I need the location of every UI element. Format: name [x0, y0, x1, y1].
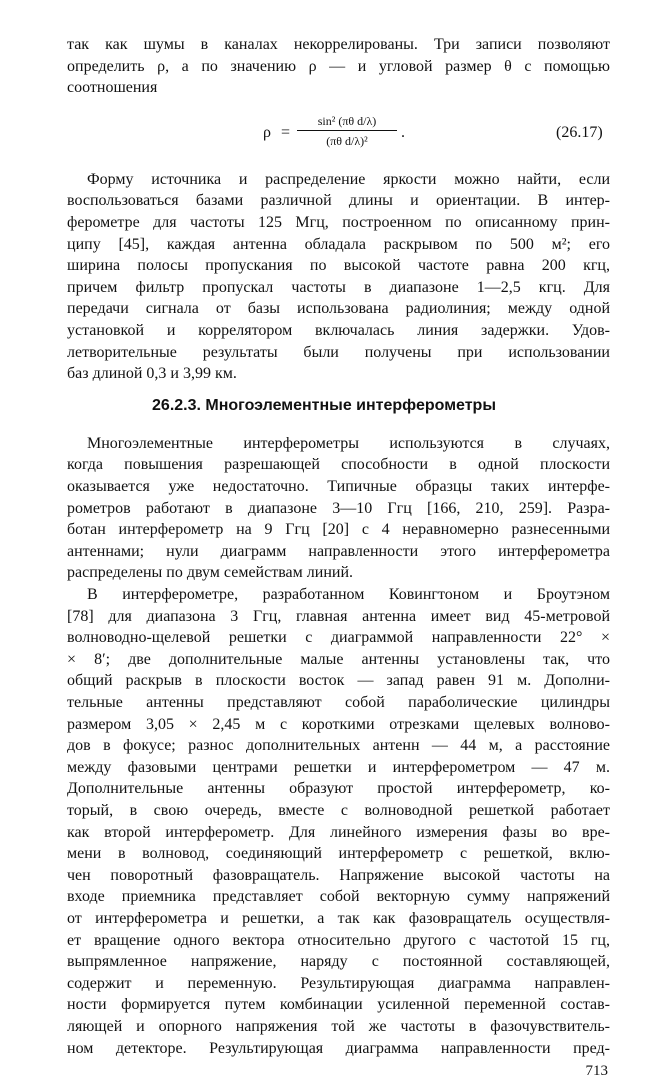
equation-denominator: (πθ d/λ)² — [326, 133, 368, 148]
text-line: ет вращение одного вектора относительно другого с частотой 15 гц, — [67, 931, 610, 949]
text-line: выпрямленное напряжение, наряду с постоянной составляющей, — [67, 953, 610, 971]
text-line: когда повышения разрешающей способности в одной плоскости — [67, 456, 610, 474]
text-line: оказывается уже недостаточно. Типичные образцы таких интерфе- — [67, 478, 610, 495]
equation-lhs: ρ — [263, 123, 271, 141]
text-line: ляющей и опорного напряжения той же частоты в фазочувствитель- — [67, 1018, 610, 1035]
fraction-bar — [297, 130, 397, 131]
text-line: дов в фокусе; разнос дополнительных антенн — 44 м, а расстояние — [67, 737, 610, 755]
text-line: летворительные результаты были получены при использовании — [67, 343, 610, 361]
text-line: торый, в свою очередь, вместе с волноводной решеткой работает — [67, 802, 610, 819]
text-line: × 8′; две дополнительные малые антенны установлены так, что — [67, 650, 610, 668]
equation-equals: = — [281, 123, 291, 141]
text-line: Многоэлементные интерферометры используются в случаях, — [87, 434, 610, 452]
section-heading: 26.2.3. Многоэлементные интерферометры — [152, 396, 496, 414]
text-line: [78] для диапазона 3 Ггц, главная антенна имеет вид 45-метровой — [67, 607, 610, 625]
page-number: 713 — [585, 1063, 608, 1080]
text-line: волноводно-щелевой решетки с диаграммой направленности 22° × — [67, 629, 610, 647]
text-line: Дополнительные антенны образуют простой интерферометр, ко- — [67, 780, 610, 798]
text-line: общий раскрыв в плоскости восток — запад равен 91 м. Дополни- — [67, 672, 610, 690]
text-line: воспользоваться базами различной длины и ориентации. В интер- — [67, 192, 610, 210]
text-line: определить ρ, а по значению ρ — и угловой размер θ с помощью — [67, 57, 610, 75]
equation-period: . — [401, 123, 405, 141]
text-span: Форму источника и распределение яркости можно найти, если — [87, 170, 610, 188]
text-line: как второй интерферометр. Для линейного измерения фазы во вре- — [67, 823, 610, 841]
text-line: передачи сигнала от базы использована радиолиния; между одной — [67, 300, 610, 318]
equation-fraction — [297, 113, 397, 149]
text-line: между фазовыми центрами решетки и интерферометром — 47 м. — [67, 758, 610, 776]
text-line: антеннами; нули диаграмм направленности этого интерферометра — [67, 542, 610, 560]
text-line: размером 3,05 × 2,45 м с короткими отрезками щелевых волново- — [67, 715, 610, 733]
text-line: мени в волновод, соединяющий интерферометр с решеткой, вклю- — [67, 845, 610, 863]
text-line: рометров работают в диапазоне 3—10 Ггц [166, 210, 259]. Разра- — [67, 499, 610, 517]
text-line: соотношения — [67, 79, 158, 97]
text-line: чен поворотный фазовращатель. Напряжение высокой частоты на — [67, 866, 610, 884]
text-line: тельные антенны представляют собой параболические цилиндры — [67, 694, 610, 711]
text-line: баз длиной 0,3 и 3,99 км. — [67, 365, 237, 383]
equation-number: (26.17) — [556, 123, 603, 141]
text-line: входе приемника представляет собой векторную сумму напряжений — [67, 888, 610, 906]
text-line: В интерферометре, разработанном Ковингтоном и Броутэном — [87, 586, 610, 603]
text-line — [87, 169, 610, 191]
text-line: распределены по двум семействам линий. — [67, 564, 354, 582]
text-line: содержит и переменную. Результирующая диаграмма направлен- — [67, 974, 610, 992]
text-line: так как шумы в каналах некоррелированы. Три записи позволяют — [67, 36, 610, 53]
text-line: ном детекторе. Результирующая диаграмма направленности пред- — [67, 1039, 610, 1057]
text-line: ципу [45], каждая антенна обладала раскрывом по 500 м²; его — [67, 235, 610, 253]
text-line: от интерферометра и решетки, а так как фазовращатель осуществля- — [67, 910, 610, 927]
text-line: установкой и коррелятором включалась линия задержки. Удов- — [67, 322, 610, 339]
text-line: ботан интерферометр на 9 Ггц [20] с 4 неравномерно разнесенными — [67, 521, 610, 539]
text-line: ширина полосы пропускания по высокой частоте равна 200 кгц, — [67, 257, 610, 275]
text-line: ности формируется путем комбинации усиленной переменной состав- — [67, 996, 610, 1014]
text-line: ферометре для частоты 125 Мгц, построенном по описанному прин- — [67, 214, 610, 231]
equation-numerator: sin² (πθ d/λ) — [317, 113, 377, 128]
text-line: причем фильтр пропускал частоты в диапазоне 1—2,5 кгц. Для — [67, 278, 610, 296]
